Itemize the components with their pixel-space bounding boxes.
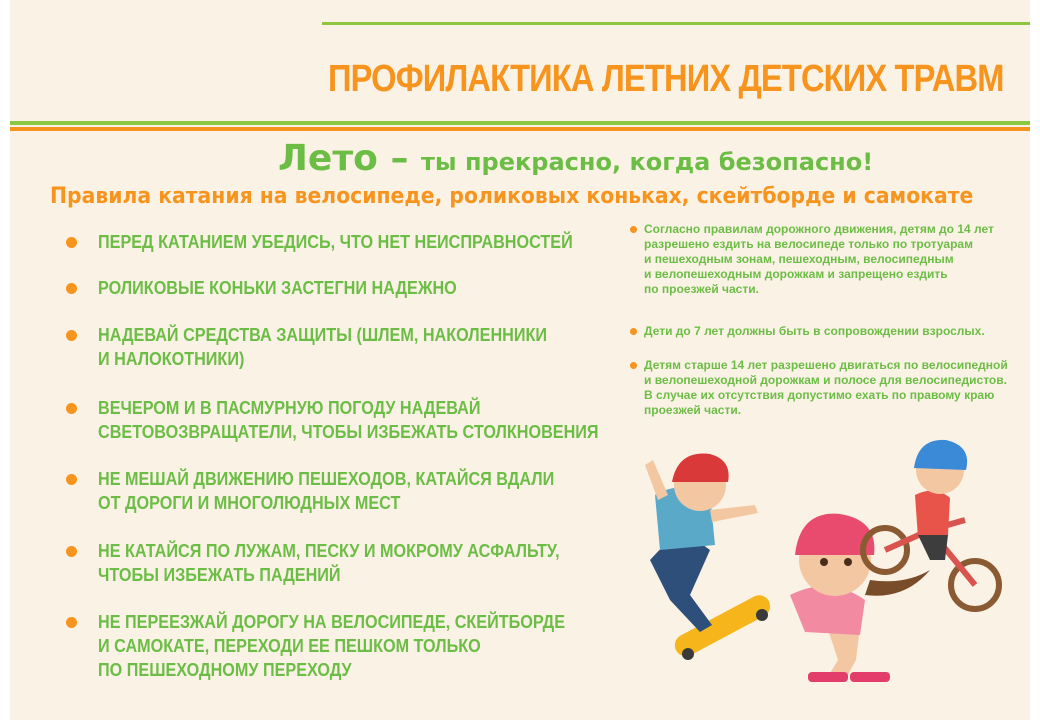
bullet-icon [66, 283, 77, 294]
info-text: Согласно правилам дорожного движения, детям до 14 лет разрешено ездить на велосипеде только по тротуарам и пешеходным зонам, пешеходным, велосипедным и велопешеходным дорожкам и запрещено ездить по проезжей части. [644, 222, 994, 296]
info-item [630, 324, 1030, 339]
rule-item [66, 276, 626, 300]
eye-shape [820, 558, 828, 566]
roller-skate-icon [850, 672, 890, 682]
rule-item [66, 610, 626, 682]
bullet-icon [630, 362, 637, 369]
top-green-rule [322, 22, 1030, 25]
eye-shape [844, 558, 852, 566]
divider-green [10, 121, 1030, 125]
wheel-icon [682, 648, 694, 660]
info-text: Детям старше 14 лет разрешено двигаться по велосипедной и велопешеходной дорожкам и полосе для велосипедистов. В случае их отсутствия допустимо ехать по правому краю проезжей части. [644, 358, 1008, 417]
arm-shape [645, 460, 668, 500]
bullet-icon [66, 546, 77, 557]
roller-skate-icon [808, 672, 848, 682]
rule-text: ВЕЧЕРОМ И В ПАСМУРНУЮ ПОГОДУ НАДЕВАЙ СВЕТОВОЗВРАЩАТЕЛИ, ЧТОБЫ ИЗБЕЖАТЬ СТОЛКНОВЕНИЯ [98, 398, 599, 442]
bullet-icon [66, 330, 77, 341]
rule-text: НЕ ПЕРЕЕЗЖАЙ ДОРОГУ НА ВЕЛОСИПЕДЕ, СКЕЙТБОРДЕ И САМОКАТЕ, ПЕРЕХОДИ ЕЕ ПЕШКОМ ТОЛЬКО ПО ПЕШЕХОДНОМУ ПЕРЕХОДУ [98, 612, 566, 680]
page-title: ПРОФИЛАКТИКА ЛЕТНИХ ДЕТСКИХ ТРАВМ [328, 58, 1004, 100]
helmet-icon [672, 454, 729, 482]
rule-text: РОЛИКОВЫЕ КОНЬКИ ЗАСТЕГНИ НАДЕЖНО [98, 278, 457, 298]
divider-orange [10, 127, 1030, 131]
arm-shape [710, 505, 758, 522]
skateboard-kid-figure [645, 454, 774, 661]
rule-text: НАДЕВАЙ СРЕДСТВА ЗАЩИТЫ (ШЛЕМ, НАКОЛЕННИКИ И НАЛОКОТНИКИ) [98, 325, 548, 369]
info-text: Дети до 7 лет должны быть в сопровождении взрослых. [644, 324, 985, 338]
rule-item [66, 467, 626, 515]
wheel-icon [756, 609, 768, 621]
bullet-icon [66, 403, 77, 414]
rule-item [66, 539, 626, 587]
subtitle: Правила катания на велосипеде, роликовых коньках, скейтборде и самокате [50, 184, 974, 209]
rule-text: НЕ МЕШАЙ ДВИЖЕНИЮ ПЕШЕХОДОВ, КАТАЙСЯ ВДАЛИ ОТ ДОРОГИ И МНОГОЛЮДНЫХ МЕСТ [98, 469, 555, 513]
bullet-icon [630, 226, 637, 233]
rule-item [66, 323, 626, 371]
info-item [630, 222, 1030, 297]
kids-illustration [630, 410, 1030, 710]
rule-text: НЕ КАТАЙСЯ ПО ЛУЖАМ, ПЕСКУ И МОКРОМУ АСФАЛЬТУ, ЧТОБЫ ИЗБЕЖАТЬ ПАДЕНИЙ [98, 541, 560, 585]
hair-shape [865, 570, 930, 596]
shirt-shape [915, 491, 950, 538]
slogan-rest: ты прекрасно, когда безопасно! [421, 148, 874, 176]
rule-item [66, 230, 626, 254]
rule-item [66, 396, 626, 444]
bullet-icon [66, 237, 77, 248]
info-item [630, 358, 1030, 418]
slogan [278, 138, 874, 179]
slogan-dash: – [377, 138, 421, 179]
slogan-word: Лето [278, 138, 378, 179]
bullet-icon [630, 328, 637, 335]
bullet-icon [66, 617, 77, 628]
poster [10, 0, 1030, 720]
bullet-icon [66, 474, 77, 485]
legs-shape [918, 535, 948, 560]
helmet-icon [914, 440, 967, 470]
rule-text: ПЕРЕД КАТАНИЕМ УБЕДИСЬ, ЧТО НЕТ НЕИСПРАВНОСТЕЙ [98, 232, 573, 252]
